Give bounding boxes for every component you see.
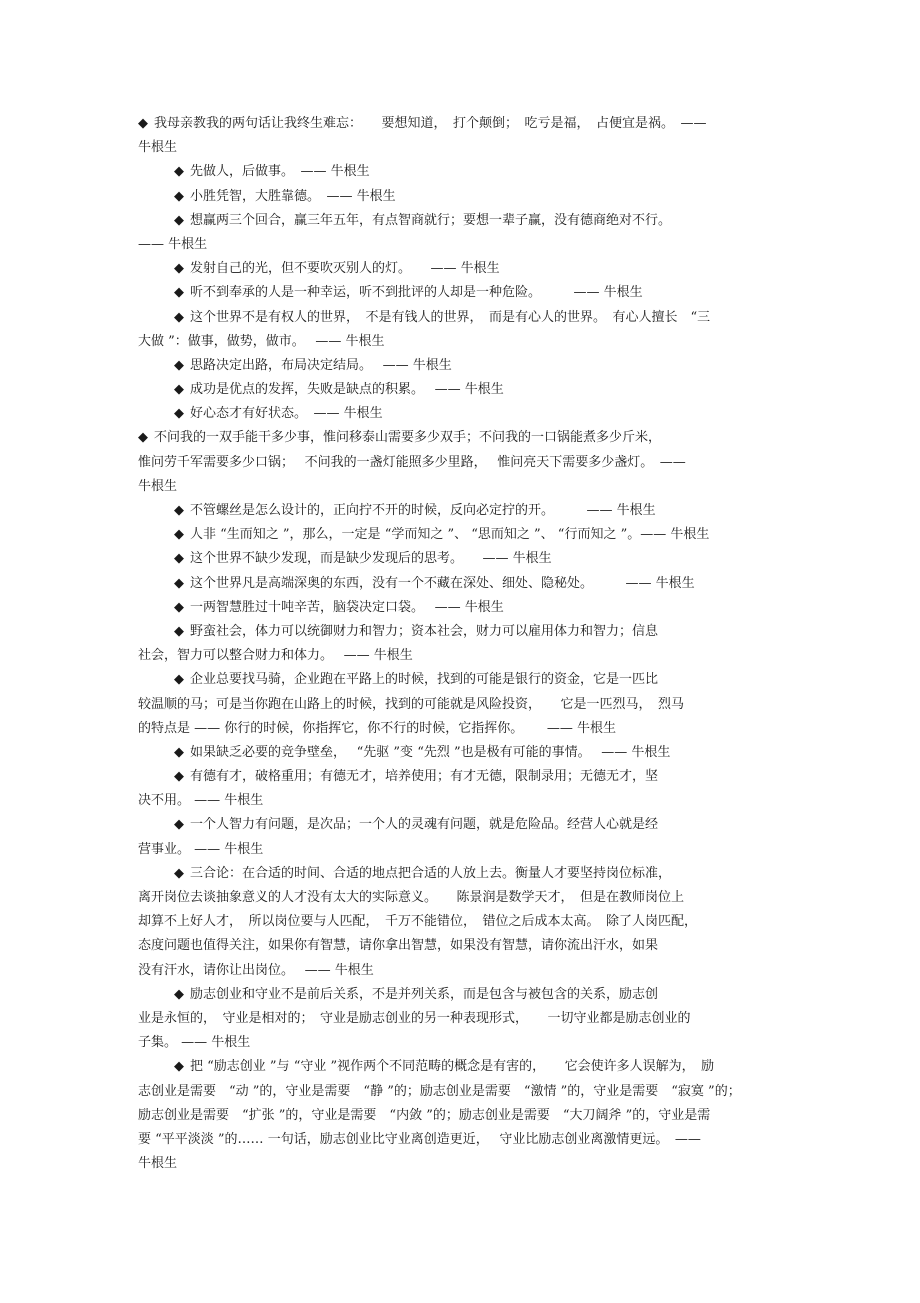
- diamond-bullet-icon: ◆: [174, 575, 184, 591]
- text-line: [138, 426, 788, 450]
- line-text: 好心态才有好状态。 —— 牛根生: [190, 406, 383, 422]
- line-text: 没有汗水，请你让出岗位。 —— 牛根生: [138, 962, 374, 978]
- diamond-bullet-icon: ◆: [174, 188, 184, 204]
- text-line: [138, 1055, 788, 1079]
- diamond-bullet-icon: ◆: [174, 599, 184, 615]
- text-line: [138, 257, 788, 281]
- text-line: [138, 185, 788, 209]
- line-text: 子集。 —— 牛根生: [138, 1035, 251, 1051]
- text-line: [138, 959, 788, 983]
- diamond-bullet-icon: ◆: [174, 285, 184, 301]
- text-line: [138, 717, 788, 741]
- diamond-bullet-icon: ◆: [174, 261, 184, 277]
- line-text: 把 “励志创业 ”与 “守业 ”视作两个不同范畴的概念是有害的， 它会使许多人误解为， 励: [190, 1059, 715, 1075]
- text-line: [138, 596, 788, 620]
- line-text: 这个世界不是有权人的世界， 不是有钱人的世界， 而是有心人的世界。 有心人擅长 “三: [190, 309, 711, 325]
- diamond-bullet-icon: ◆: [174, 527, 184, 543]
- line-text: 态度问题也值得关注，如果你有智慧，请你拿出智慧，如果没有智慧，请你流出汗水，如果: [138, 938, 659, 954]
- line-text: 有德有才，破格重用；有德无才，培养使用；有才无德，限制录用；无德无才，坚: [190, 769, 659, 785]
- text-line: [138, 620, 788, 644]
- text-line: [138, 1152, 788, 1176]
- line-text: 志创业是需要 “动 ”的，守业是需要 “静 ”的；励志创业是需要 “激情 ”的，守业是需要 “寂寞 ”的；: [138, 1083, 741, 1099]
- line-text: 先做人，后做事。 —— 牛根生: [190, 164, 370, 180]
- text-line: [138, 330, 788, 354]
- line-text: 人非 “生而知之 ”，那么，一定是 “学而知之 ”、 “思而知之 ”、 “行而知之 ”。—— 牛根生: [190, 527, 710, 543]
- diamond-bullet-icon: ◆: [174, 406, 184, 422]
- text-line: [138, 1080, 788, 1104]
- document-body: [138, 112, 788, 1176]
- line-text: 却算不上好人才， 所以岗位要与人匹配， 千万不能错位， 错位之后成本太高。 除了人岗匹配，: [138, 914, 698, 930]
- text-line: [138, 354, 788, 378]
- text-line: [138, 1128, 788, 1152]
- line-text: 大做 ”：做事，做势，做市。 —— 牛根生: [138, 333, 385, 349]
- line-text: 想赢两三个回合，赢三年五年，有点智商就行；要想一辈子赢，没有德商绝对不行。: [190, 212, 672, 228]
- line-text: 这个世界凡是高端深奥的东西，没有一个不藏在深处、细处、隐秘处。 —— 牛根生: [190, 575, 695, 591]
- text-line: [138, 378, 788, 402]
- text-line: [138, 209, 788, 233]
- line-text: 野蛮社会，体力可以统御财力和智力；资本社会，财力可以雇用体力和智力；信息: [190, 623, 659, 639]
- line-text: 励志创业是需要 “扩张 ”的，守业是需要 “内敛 ”的；励志创业是需要 “大刀阔斧 ”的，守业是需: [138, 1107, 711, 1123]
- line-text: 发射自己的光，但不要吹灭别人的灯。 —— 牛根生: [190, 261, 500, 277]
- text-line: [138, 547, 788, 571]
- text-line: [138, 862, 788, 886]
- line-text: 一两智慧胜过十吨辛苦，脑袋决定口袋。 —— 牛根生: [190, 599, 504, 615]
- line-text: 要 “平平淡淡 ”的…… 一句话，励志创业比守业离创造更近， 守业比励志创业离激情更远。 ——: [138, 1131, 701, 1147]
- line-text: 牛根生: [138, 140, 178, 156]
- line-text: 惟问劳千军需要多少口锅； 不问我的一盏灯能照多少里路， 惟问亮天下需要多少盏灯。 ——: [138, 454, 686, 470]
- line-text: 不问我的一双手能干多少事，惟问移泰山需要多少双手；不问我的一口锅能煮多少斤米，: [154, 430, 662, 446]
- line-text: 营事业。 —— 牛根生: [138, 841, 264, 857]
- line-text: 较温顺的马；可是当你跑在山路上的时候，找到的可能就是风险投资， 它是一匹烈马， 烈马: [138, 696, 685, 712]
- line-text: 的特点是 —— 你行的时候，你指挥它，你不行的时候，它指挥你。 —— 牛根生: [138, 720, 617, 736]
- text-line: [138, 306, 788, 330]
- line-text: 如果缺乏必要的竞争壁垒， “先驱 ”变 “先烈 ”也是极有可能的事情。 —— 牛根生: [190, 744, 671, 760]
- diamond-bullet-icon: ◆: [174, 1059, 184, 1075]
- line-text: 听不到奉承的人是一种幸运，听不到批评的人却是一种危险。 —— 牛根生: [190, 285, 643, 301]
- diamond-bullet-icon: ◆: [174, 744, 184, 760]
- diamond-bullet-icon: ◆: [174, 769, 184, 785]
- line-text: 思路决定出路，布局决定结局。 —— 牛根生: [190, 357, 452, 373]
- text-line: [138, 838, 788, 862]
- text-line: [138, 136, 788, 160]
- diamond-bullet-icon: ◆: [174, 551, 184, 567]
- line-text: 离开岗位去谈抽象意义的人才没有太大的实际意义。 陈景润是数学天才， 但是在教师岗位上: [138, 890, 685, 905]
- text-line: [138, 160, 788, 184]
- diamond-bullet-icon: ◆: [174, 672, 184, 688]
- text-line: [138, 475, 788, 499]
- text-line: [138, 499, 788, 523]
- text-line: [138, 1031, 788, 1055]
- text-line: [138, 934, 788, 958]
- diamond-bullet-icon: ◆: [174, 503, 184, 518]
- line-text: 不管螺丝是怎么设计的，正向拧不开的时候，反向必定拧的开。 —— 牛根生: [190, 503, 656, 518]
- line-text: 一个人智力有问题，是次品；一个人的灵魂有问题，就是危险品。经营人心就是经: [190, 817, 659, 833]
- diamond-bullet-icon: ◆: [174, 623, 184, 639]
- line-text: 牛根生: [138, 1156, 178, 1172]
- line-text: 小胜凭智，大胜靠德。 —— 牛根生: [190, 188, 396, 204]
- text-line: [138, 523, 788, 547]
- diamond-bullet-icon: ◆: [174, 865, 184, 881]
- diamond-bullet-icon: ◆: [174, 986, 184, 1002]
- diamond-bullet-icon: ◆: [174, 309, 184, 325]
- line-text: 成功是优点的发挥，失败是缺点的积累。 —— 牛根生: [190, 382, 504, 398]
- text-line: [138, 644, 788, 668]
- line-text: 三合论：在合适的时间、合适的地点把合适的人放上去。衡量人才要坚持岗位标准，: [190, 865, 672, 881]
- text-line: [138, 789, 788, 813]
- line-text: 我母亲教我的两句话让我终生难忘： 要想知道， 打个颠倒； 吃亏是福， 占便宜是祸。 ——: [154, 116, 707, 131]
- text-line: [138, 910, 788, 934]
- text-line: [138, 983, 788, 1007]
- text-line: [138, 1104, 788, 1128]
- text-line: [138, 741, 788, 765]
- text-line: [138, 402, 788, 426]
- text-line: [138, 1007, 788, 1031]
- diamond-bullet-icon: ◆: [174, 817, 184, 833]
- line-text: 励志创业和守业不是前后关系，不是并列关系，而是包含与被包含的关系，励志创: [190, 986, 659, 1002]
- line-text: 业是永恒的， 守业是相对的； 守业是励志创业的另一种表现形式， 一切守业都是励志创业的: [138, 1010, 691, 1026]
- text-line: [138, 693, 788, 717]
- line-text: 牛根生: [138, 478, 178, 494]
- text-line: [138, 572, 788, 596]
- diamond-bullet-icon: ◆: [174, 212, 184, 228]
- diamond-bullet-icon: ◆: [174, 357, 184, 373]
- text-line: [138, 451, 788, 475]
- diamond-bullet-icon: ◆: [174, 382, 184, 398]
- line-text: 社会，智力可以整合财力和体力。 —— 牛根生: [138, 648, 413, 664]
- line-text: —— 牛根生: [138, 236, 208, 252]
- text-line: [138, 765, 788, 789]
- text-line: [138, 668, 788, 692]
- text-line: [138, 233, 788, 257]
- text-line: [138, 112, 788, 136]
- text-line: [138, 813, 788, 837]
- line-text: 决不用。 —— 牛根生: [138, 793, 264, 809]
- text-line: [138, 281, 788, 305]
- diamond-bullet-icon: ◆: [138, 116, 148, 131]
- diamond-bullet-icon: ◆: [138, 430, 148, 446]
- line-text: 这个世界不缺少发现，而是缺少发现后的思考。 —— 牛根生: [190, 551, 552, 567]
- diamond-bullet-icon: ◆: [174, 164, 184, 180]
- line-text: 企业总要找马骑，企业跑在平路上的时候，找到的可能是银行的资金，它是一匹比: [190, 672, 659, 688]
- text-line: [138, 886, 788, 910]
